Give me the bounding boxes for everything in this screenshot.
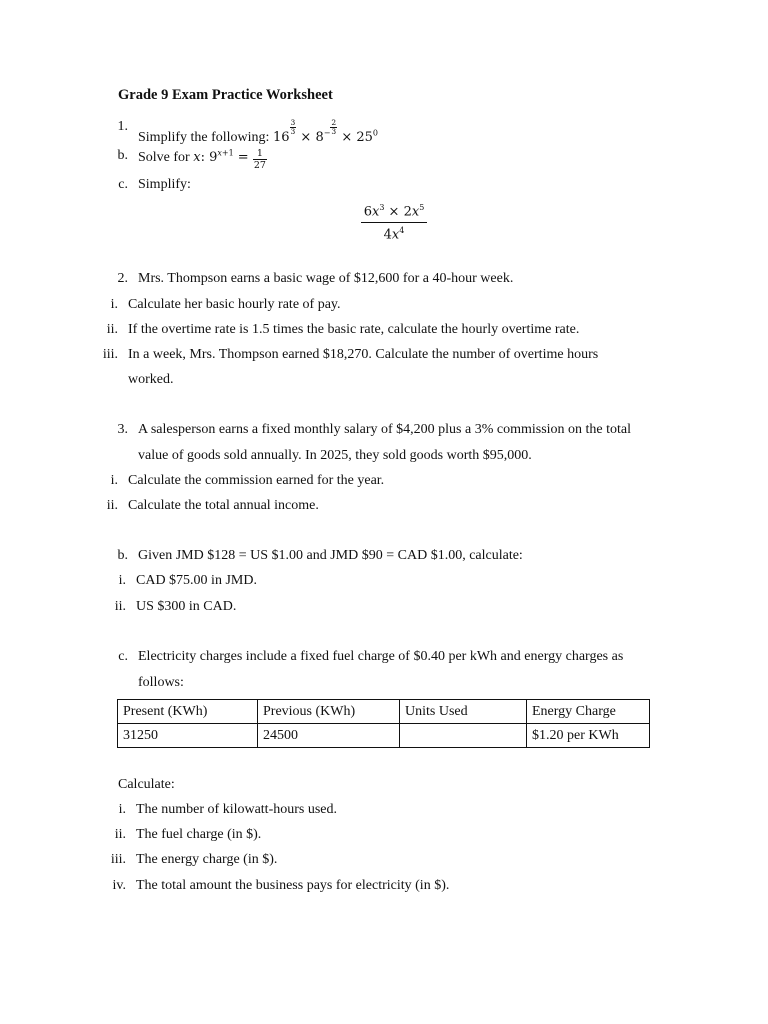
q1c-number: c.	[118, 177, 128, 192]
calc-iii-number: iii.	[110, 852, 126, 867]
q3c-text-line1: Electricity charges include a fixed fuel charge of $0.40 per kWh and energy charges as	[138, 649, 624, 664]
q3-text-line2: value of goods sold annually. In 2025, they sold goods worth $95,000.	[138, 448, 532, 463]
calculate-label: Calculate:	[118, 777, 175, 792]
q1-expression: 16 $\frac{3}{3}$ × 8− $\frac{2}{3}$ × $25^0$	[272, 118, 378, 145]
q2-iii-text: In a week, Mrs. Thompson earned $18,270. Calculate the number of overtime hours	[128, 347, 599, 362]
q1-number: 1.	[117, 119, 128, 134]
table-row	[118, 724, 650, 748]
q3c-number: c.	[118, 649, 128, 664]
calc-iii-text: The energy charge (in $).	[136, 852, 278, 867]
q3c-text-line2: follows:	[138, 675, 184, 690]
q1b-text	[138, 148, 267, 171]
q2-iii-continued: worked.	[128, 372, 174, 387]
q3b-ii-text: US $300 in CAD.	[136, 599, 237, 614]
calc-iv-text: The total amount the business pays for electricity (in $).	[136, 878, 450, 893]
q1c-fraction: $6x^3 \times 2x^5$ $4x^4$	[361, 203, 427, 243]
q2-i-text: Calculate her basic hourly rate of pay.	[128, 297, 341, 312]
table-cell-present: 31250	[118, 724, 258, 748]
q2-ii-text: If the overtime rate is 1.5 times the basic rate, calculate the hourly overtime rate.	[128, 322, 580, 337]
table-cell-energy-charge: $1.20 per KWh	[527, 724, 650, 748]
energy-table	[117, 699, 650, 748]
table-header-units-used: Units Used	[400, 700, 527, 724]
table-header-previous: Previous (KWh)	[258, 700, 400, 724]
calc-i-number: i.	[118, 802, 126, 817]
q1b-number: b.	[117, 148, 128, 163]
q2-number: 2.	[117, 271, 128, 286]
table-header-present: Present (KWh)	[118, 700, 258, 724]
q3-number: 3.	[117, 422, 128, 437]
q3b-i-text: CAD $75.00 in JMD.	[136, 573, 257, 588]
table-header-energy-charge: Energy Charge	[527, 700, 650, 724]
worksheet-title: Grade 9 Exam Practice Worksheet	[118, 87, 333, 103]
q3-text-line1: A salesperson earns a fixed monthly salary of $4,200 plus a 3% commission on the total	[138, 422, 632, 437]
calc-iv-number: iv.	[112, 878, 126, 893]
calc-ii-text: The fuel charge (in $).	[136, 827, 262, 842]
q3b-ii-number: ii.	[114, 599, 126, 614]
q3b-number: b.	[117, 548, 128, 563]
q2-iii-number: iii.	[102, 347, 118, 362]
q1-text	[138, 119, 378, 146]
table-header-row	[118, 700, 650, 724]
table-cell-units-used	[400, 724, 527, 748]
q3-i-number: i.	[110, 473, 118, 488]
q1-instruction: Simplify the following:	[138, 130, 270, 145]
q2-i-number: i.	[110, 297, 118, 312]
q3-ii-text: Calculate the total annual income.	[128, 498, 319, 513]
q1b-equation: x: $9^{x+1}$ = $\frac{1}{27}$	[193, 148, 266, 171]
calc-i-text: The number of kilowatt-hours used.	[136, 802, 338, 817]
q2-text: Mrs. Thompson earns a basic wage of $12,600 for a 40-hour week.	[138, 271, 514, 286]
q3b-text: Given JMD $128 = US $1.00 and JMD $90 = CAD $1.00, calculate:	[138, 548, 523, 563]
q3-ii-number: ii.	[106, 498, 118, 513]
q1b-instruction: Solve for	[138, 150, 190, 165]
q2-ii-number: ii.	[106, 322, 118, 337]
q3-i-text: Calculate the commission earned for the year.	[128, 473, 385, 488]
q1c-text: Simplify:	[138, 177, 191, 192]
q3b-i-number: i.	[118, 573, 126, 588]
table-cell-previous: 24500	[258, 724, 400, 748]
calc-ii-number: ii.	[114, 827, 126, 842]
